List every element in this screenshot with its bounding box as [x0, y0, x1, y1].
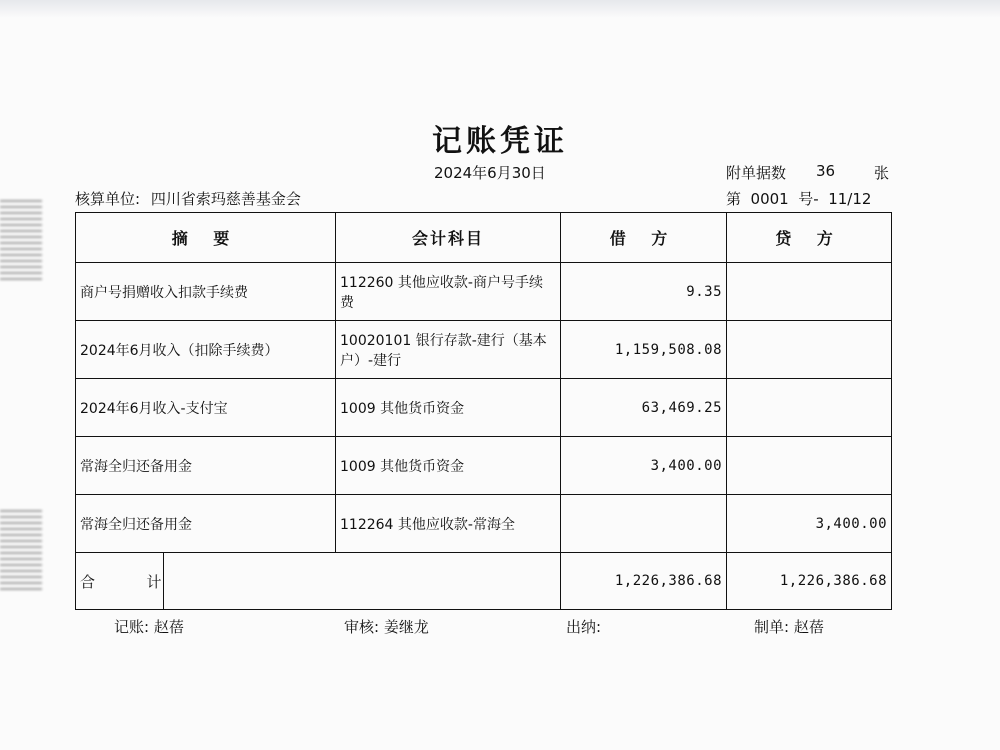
header-debit: 借 方 — [561, 213, 727, 263]
row-debit: 9.35 — [561, 263, 727, 321]
row-debit: 1,159,508.08 — [561, 321, 727, 379]
accounting-unit-name: 四川省索玛慈善基金会 — [150, 190, 301, 208]
total-blank — [164, 553, 561, 610]
row-credit — [727, 321, 892, 379]
scan-smudge-top — [0, 200, 42, 280]
total-row — [76, 553, 892, 610]
table-row — [76, 379, 892, 437]
header-account: 会计科目 — [336, 213, 561, 263]
voucher-title: 记账凭证 — [432, 124, 568, 159]
row-summary: 常海全归还备用金 — [76, 437, 336, 495]
row-account: 112260 其他应收款-商户号手续费 — [336, 263, 561, 321]
voucher-date: 2024年6月30日 — [434, 164, 546, 182]
reviewer-signature: 审核: 姜继龙 — [344, 618, 429, 636]
row-account: 112264 其他应收款-常海全 — [336, 495, 561, 553]
scan-edge — [0, 0, 1000, 18]
table-row — [76, 437, 892, 495]
row-summary: 商户号捐赠收入扣款手续费 — [76, 263, 336, 321]
accounting-unit — [75, 188, 301, 209]
row-summary: 2024年6月收入-支付宝 — [76, 379, 336, 437]
header-credit: 贷 方 — [727, 213, 892, 263]
bookkeeper-signature: 记账: 赵蓓 — [114, 618, 184, 636]
row-credit — [727, 379, 892, 437]
scan-smudge-bottom — [0, 510, 42, 590]
row-debit: 63,469.25 — [561, 379, 727, 437]
voucher-table — [75, 212, 892, 610]
accounting-unit-label: 核算单位: — [75, 190, 141, 208]
row-credit — [727, 263, 892, 321]
table-row — [76, 321, 892, 379]
cashier-signature: 出纳: — [566, 618, 602, 636]
row-account: 10020101 银行存款-建行（基本户）-建行 — [336, 321, 561, 379]
row-account: 1009 其他货币资金 — [336, 437, 561, 495]
table-row — [76, 495, 892, 553]
row-account: 1009 其他货币资金 — [336, 379, 561, 437]
attachments-count: 36 — [816, 162, 836, 180]
attachments-unit: 张 — [874, 164, 890, 182]
row-credit: 3,400.00 — [727, 495, 892, 553]
table-header-row — [76, 213, 892, 263]
row-summary: 2024年6月收入（扣除手续费） — [76, 321, 336, 379]
row-debit: 3,400.00 — [561, 437, 727, 495]
total-debit: 1,226,386.68 — [561, 553, 727, 610]
header-summary: 摘 要 — [76, 213, 336, 263]
total-label: 合 计 — [76, 553, 164, 610]
total-credit: 1,226,386.68 — [727, 553, 892, 610]
voucher-number: 第 0001 号- 11/12 — [726, 190, 872, 208]
row-summary: 常海全归还备用金 — [76, 495, 336, 553]
attachments-info — [726, 162, 890, 183]
attachments-label: 附单据数 — [726, 164, 787, 182]
row-credit — [727, 437, 892, 495]
table-row — [76, 263, 892, 321]
preparer-signature: 制单: 赵蓓 — [754, 618, 824, 636]
row-debit — [561, 495, 727, 553]
